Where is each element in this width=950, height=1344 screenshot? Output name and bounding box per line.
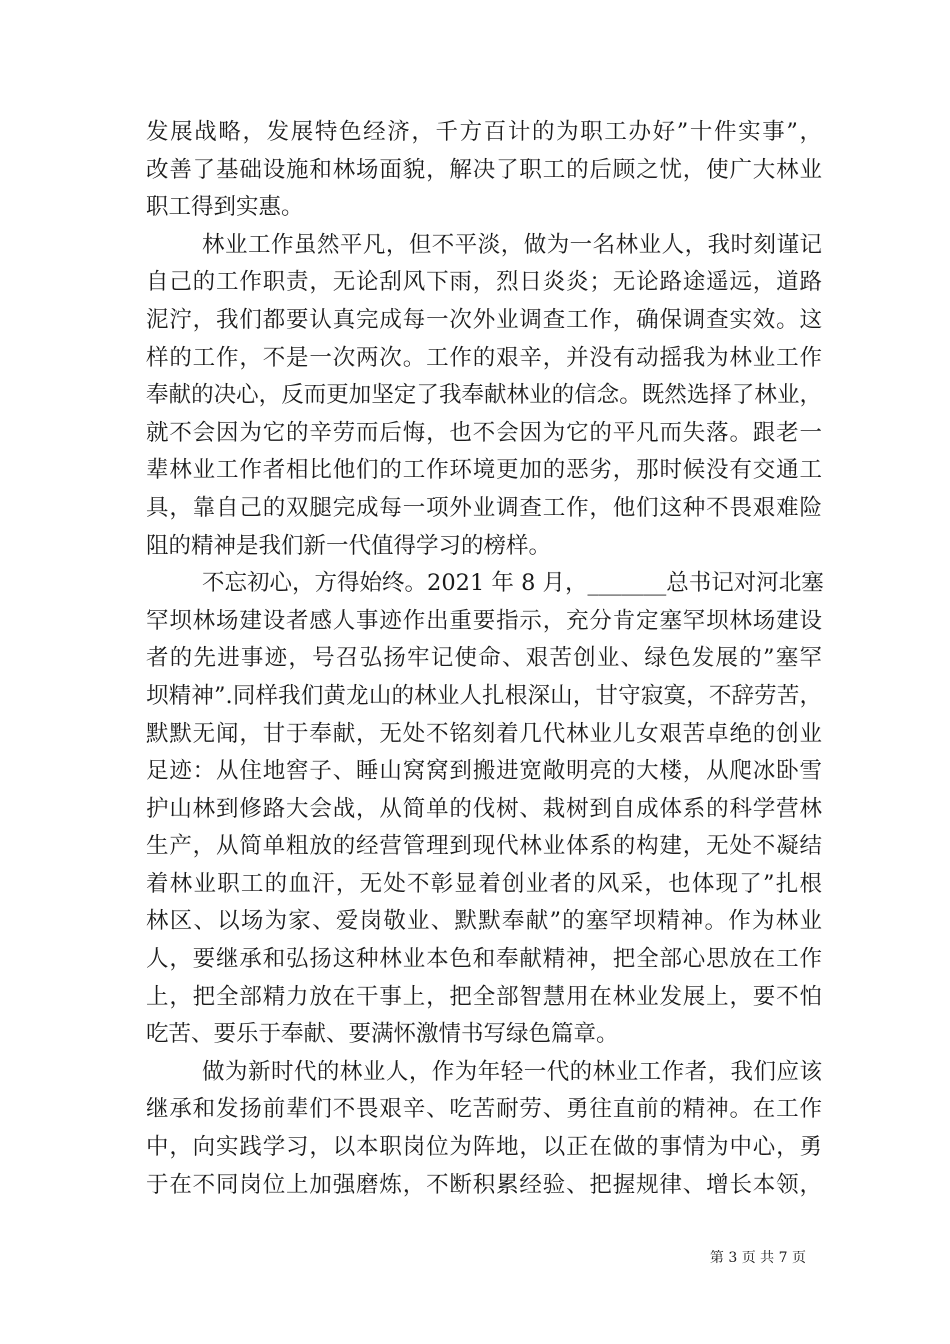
text-line: 自己的工作职责，无论刮风下雨，烈日炎炎；无论路途遥远，道路 bbox=[146, 269, 822, 296]
text-line: 继承和发扬前辈们不畏艰辛、吃苦耐劳、勇往直前的精神。在工作 bbox=[146, 1096, 822, 1123]
page-number: 第 3 页 共 7 页 bbox=[709, 1250, 806, 1266]
text-line: 改善了基础设施和林场面貌，解决了职工的后顾之忧，使广大林业 bbox=[146, 156, 822, 183]
text-line: 就不会因为它的辛劳而后悔，也不会因为它的平凡而失落。跟老一 bbox=[146, 419, 822, 446]
text-line: 做为新时代的林业人，作为年轻一代的林业工作者，我们应该 bbox=[202, 1058, 822, 1085]
text-line: 样的工作，不是一次两次。工作的艰辛，并没有动摇我为林业工作 bbox=[146, 344, 822, 371]
text-line: 足迹：从住地窖子、睡山窝窝到搬进宽敞明亮的大楼，从爬冰卧雪 bbox=[146, 758, 822, 785]
text-line: 泥泞，我们都要认真完成每一次外业调查工作，确保调查实效。这 bbox=[146, 306, 822, 333]
text-line: 生产，从简单粗放的经营管理到现代林业体系的构建，无处不凝结 bbox=[146, 833, 822, 860]
text-line: 人，要继承和弘扬这种林业本色和奉献精神，把全部心思放在工作 bbox=[146, 946, 822, 973]
text-line: 发展战略，发展特色经济，千方百计的为职工办好”十件实事”， bbox=[146, 119, 822, 145]
body-text bbox=[146, 114, 822, 1204]
text-line: 中，向实践学习，以本职岗位为阵地，以正在做的事情为中心，勇 bbox=[146, 1134, 822, 1161]
text-line: 于在不同岗位上加强磨炼，不断积累经验、把握规律、增长本领， bbox=[146, 1171, 822, 1198]
text-line: 辈林业工作者相比他们的工作环境更加的恶劣，那时候没有交通工 bbox=[146, 457, 822, 484]
text-line: 不忘初心，方得始终。2021 年 8 月，_______总书记对河北塞 bbox=[202, 570, 824, 597]
text-line: 职工得到实惠。 bbox=[146, 194, 304, 221]
text-line: 者的先进事迹，号召弘扬牢记使命、艰苦创业、绿色发展的”塞罕 bbox=[146, 645, 822, 672]
text-line: 林区、以场为家、爱岗敬业、默默奉献”的塞罕坝精神。作为林业 bbox=[146, 908, 822, 935]
text-line: 上，把全部精力放在干事上，把全部智慧用在林业发展上，要不怕 bbox=[146, 983, 822, 1010]
text-line: 吃苦、要乐于奉献、要满怀激情书写绿色篇章。 bbox=[146, 1021, 619, 1048]
text-line: 着林业职工的血汗，无处不彰显着创业者的风采，也体现了”扎根 bbox=[146, 870, 822, 897]
text-line: 默默无闻，甘于奉献，无处不铭刻着几代林业儿女艰苦卓绝的创业 bbox=[146, 720, 822, 747]
text-line: 奉献的决心，反而更加坚定了我奉献林业的信念。既然选择了林业， bbox=[146, 382, 822, 409]
text-line: 坝精神”.同样我们黄龙山的林业人扎根深山，甘守寂寞，不辞劳苦， bbox=[146, 682, 822, 709]
text-line: 罕坝林场建设者感人事迹作出重要指示，充分肯定塞罕坝林场建设 bbox=[146, 607, 822, 634]
text-line: 林业工作虽然平凡，但不平淡，做为一名林业人，我时刻谨记 bbox=[202, 231, 822, 258]
text-line: 护山林到修路大会战，从简单的伐树、栽树到自成体系的科学营林 bbox=[146, 795, 822, 822]
text-line: 阻的精神是我们新一代值得学习的榜样。 bbox=[146, 532, 552, 559]
text-line: 具，靠自己的双腿完成每一项外业调查工作，他们这种不畏艰难险 bbox=[146, 494, 822, 521]
